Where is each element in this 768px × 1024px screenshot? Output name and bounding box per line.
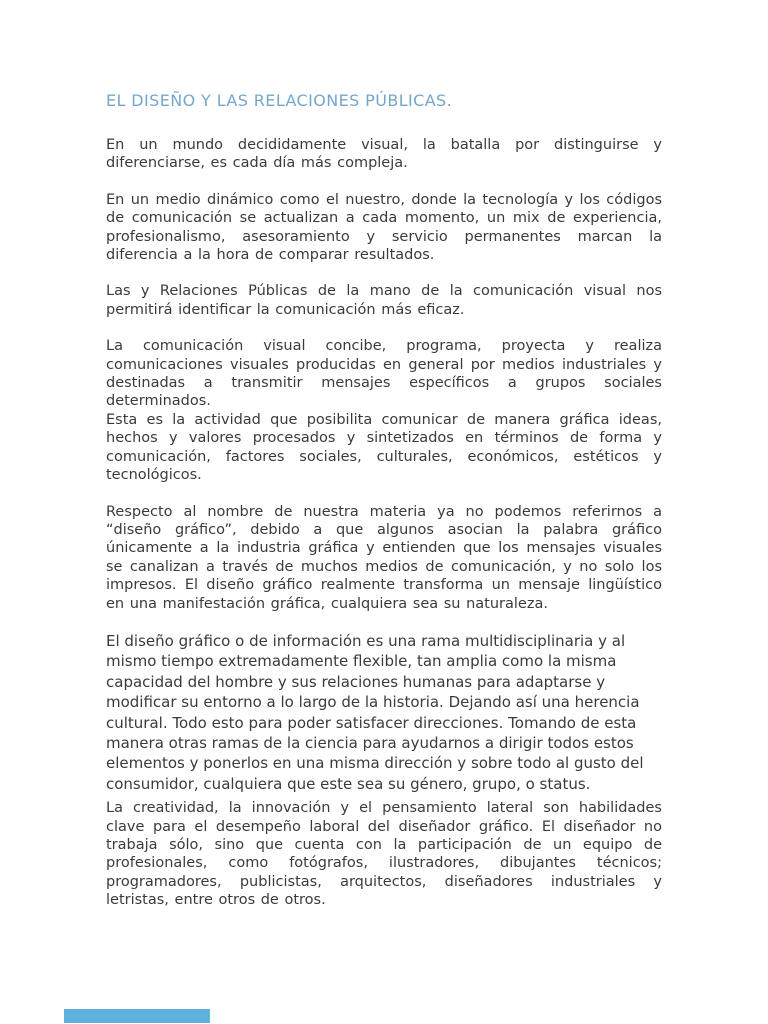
paragraph-2: En un medio dinámico como el nuestro, donde la tecnología y los códigos de comunicación se actualizan a cada momento, un mix de experiencia, profesionalismo, asesoramiento y servicio permanentes marcan la diferencia a la hora de comparar resultados. (106, 191, 662, 264)
paragraph-1: En un mundo decididamente visual, la batalla por distinguirse y diferenciarse, es cada día más compleja. (106, 137, 662, 172)
paragraph-8: La creatividad, la innovación y el pensamiento lateral son habilidades clave para el desempeño laboral del diseñador gráfico. El diseñador no trabaja sólo, sino que cuenta con la participación de un equipo de profesionales, como fotógrafos, ilustradores, dibujantes técnicos; programadores, publicistas, arquitectos, diseñadores industriales y letristas, entre otros de otros. (106, 800, 662, 909)
paragraph-3: Las y Relaciones Públicas de la mano de la comunicación visual nos permitirá identificar la comunicación más eficaz. (106, 283, 662, 318)
document-content (106, 91, 662, 928)
paragraph-6: Respecto al nombre de nuestra materia ya no podemos referirnos a “diseño gráfico”, debido a que algunos asocian la palabra gráfico únicamente a la industria gráfica y entienden que los mensajes visuales se canalizan a través de muchos medios de comunicación, y no solo los impresos. El diseño gráfico realmente transforma un mensaje lingüístico en una manifestación gráfica, cualquiera sea su naturaleza. (106, 503, 662, 612)
footer-bar (64, 1009, 210, 1023)
paragraph-4: La comunicación visual concibe, programa, proyecta y realiza comunicaciones visuales producidas en general por medios industriales y destinadas a transmitir mensajes específicos a grupos sociales determinados. (106, 338, 662, 410)
paragraph-7: El diseño gráfico o de información es una rama multidisciplinaria y al mismo tiempo extremadamente flexible, tan amplia como la misma capacidad del hombre y sus relaciones humanas para adaptarse y modificar su entorno a lo largo de la historia. Dejando así una herencia cultural. Todo esto para poder satisfacer direcciones. Tomando de esta manera otras ramas de la ciencia para ayudarnos a dirigir todos estos elementos y ponerlos en una misma dirección y sobre todo al gusto del consumidor, cualquiera que este sea su género, grupo, o status. (106, 631, 644, 793)
paragraph-5: Esta es la actividad que posibilita comunicar de manera gráfica ideas, hechos y valores procesados y sintetizados en términos de forma y comunicación, factores sociales, culturales, económicos, estéticos y tecnológicos. (106, 411, 662, 484)
document-title: EL DISEÑO Y LAS RELACIONES PÚBLICAS. (106, 91, 453, 110)
